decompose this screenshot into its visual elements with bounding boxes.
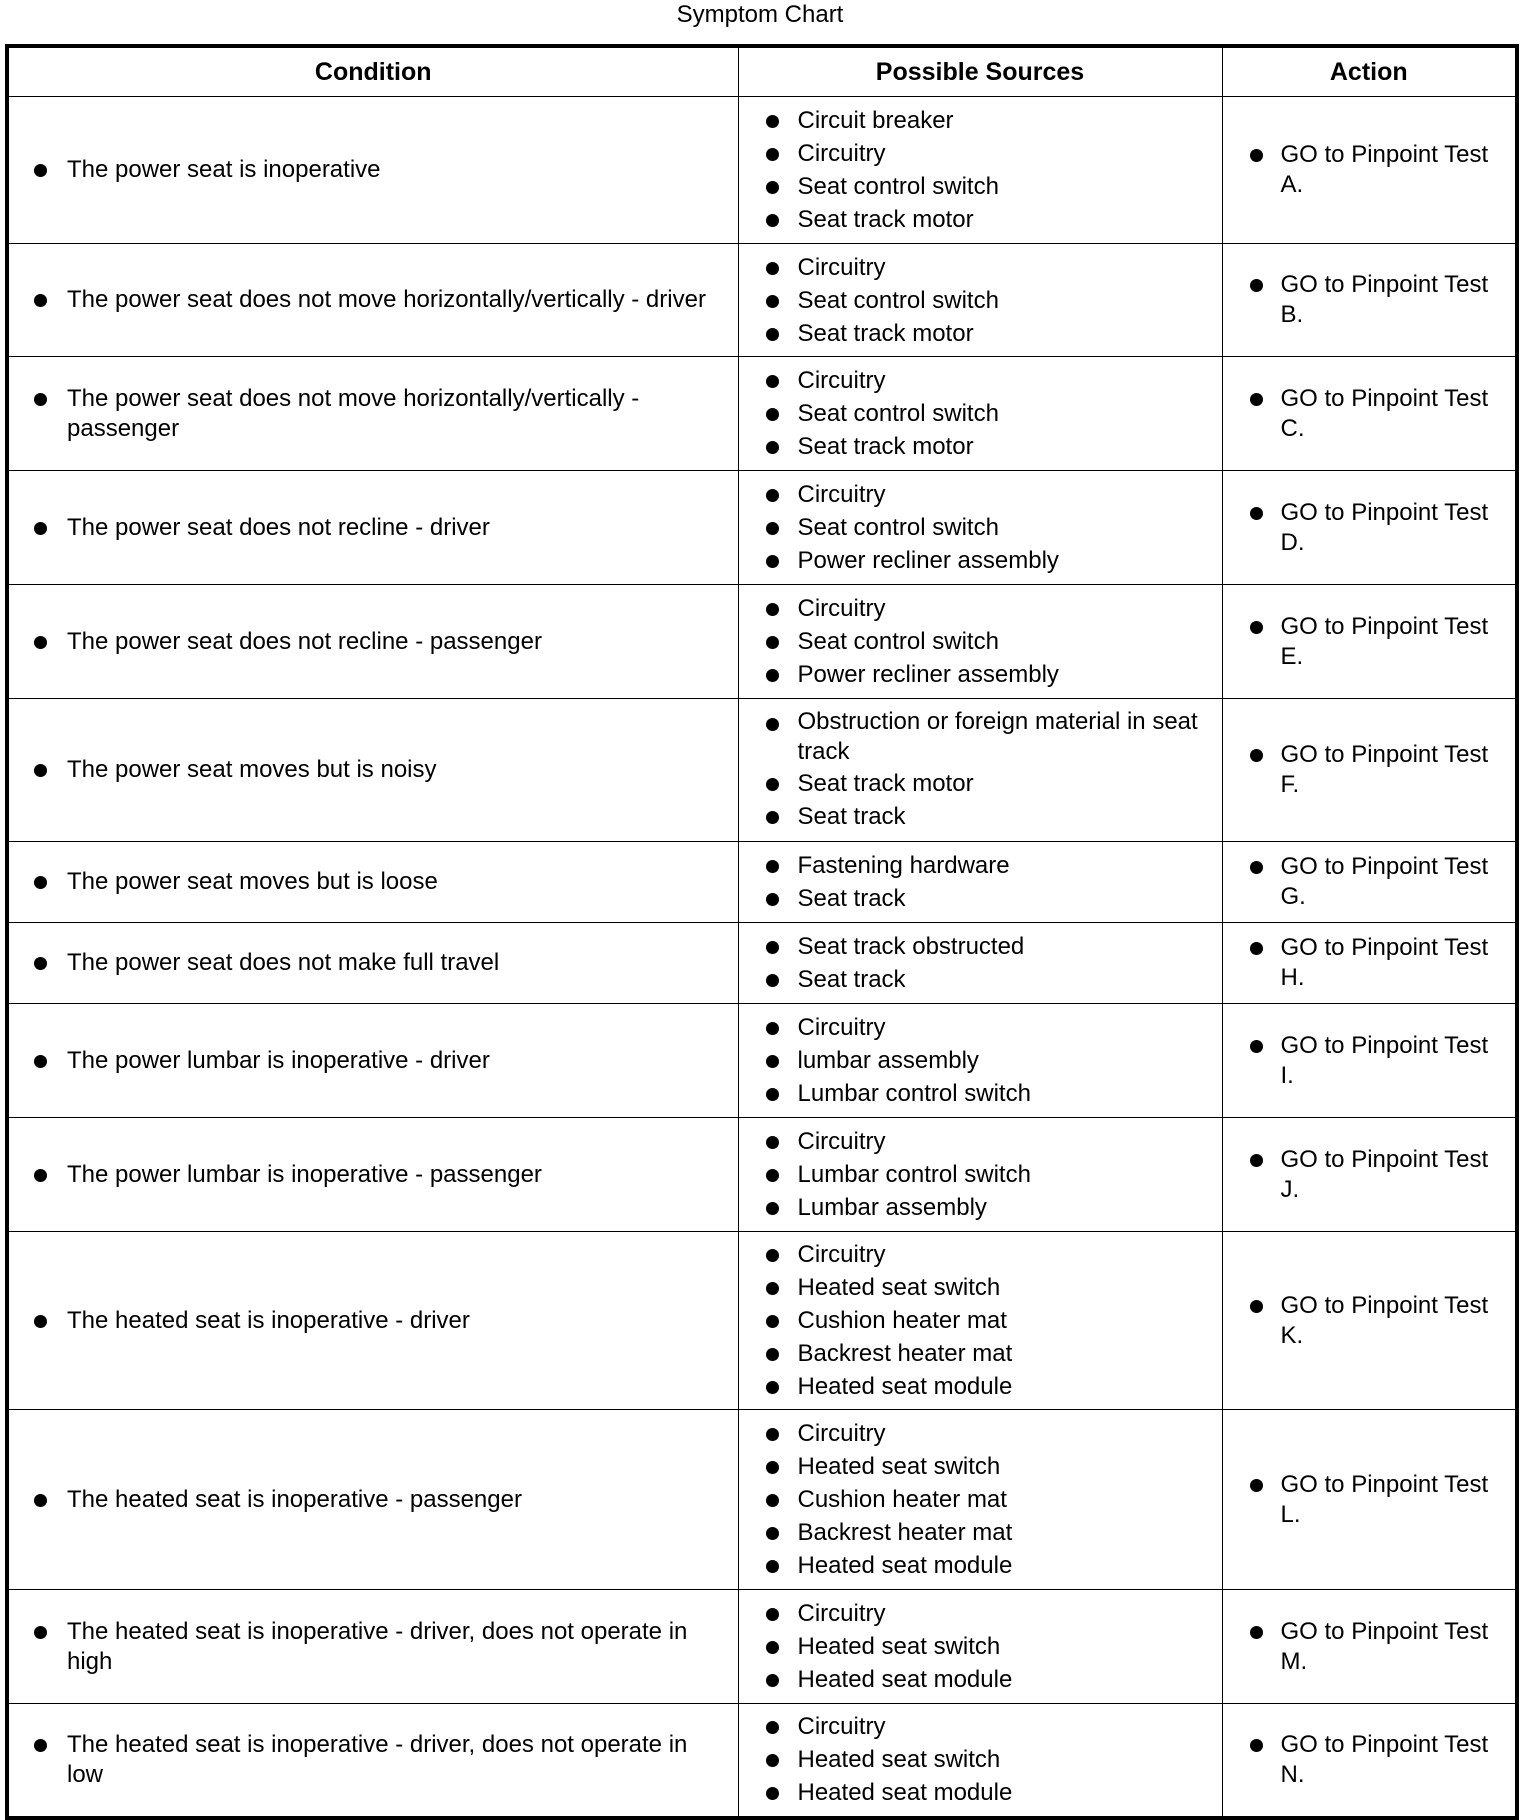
list-item <box>739 1125 1222 1158</box>
list-item <box>9 1617 738 1677</box>
list-item <box>739 963 1222 996</box>
list-item <box>739 397 1222 430</box>
list-item <box>739 1417 1222 1450</box>
sources-cell <box>738 471 1222 585</box>
list-item <box>1223 384 1516 444</box>
bullet-icon <box>34 393 47 406</box>
condition-cell <box>7 1704 738 1818</box>
item-text: GO to Pinpoint Test B. <box>1280 271 1489 328</box>
sources-cell <box>738 923 1222 1004</box>
bullet-icon <box>1250 1040 1263 1053</box>
bullet-icon <box>766 811 779 824</box>
bullet-icon <box>766 1169 779 1182</box>
bullet-icon <box>766 860 779 873</box>
item-text: Seat control switch <box>797 173 999 200</box>
list-item <box>1223 1730 1516 1790</box>
item-text: Seat track motor <box>797 206 974 233</box>
item-text: Circuitry <box>797 1014 886 1041</box>
bullet-icon <box>766 1494 779 1507</box>
list-item <box>739 1516 1222 1549</box>
list-item <box>739 1011 1222 1044</box>
condition-cell <box>7 1410 738 1590</box>
item-text: The power seat moves but is loose <box>67 868 438 895</box>
list-item <box>9 1730 738 1790</box>
header-condition: Condition <box>7 46 738 97</box>
bullet-icon <box>766 1055 779 1068</box>
list-item <box>739 284 1222 317</box>
item-text: GO to Pinpoint Test J. <box>1280 1145 1489 1203</box>
item-text: Lumbar control switch <box>797 1080 1031 1107</box>
bullet-icon <box>766 893 779 906</box>
list-item <box>1223 1145 1516 1205</box>
item-text: The heated seat is inoperative - driver, does not operate in high <box>67 1617 688 1675</box>
condition-cell <box>7 471 738 585</box>
action-cell <box>1222 1232 1517 1410</box>
item-text: GO to Pinpoint Test H. <box>1280 934 1489 991</box>
list-item <box>1223 1031 1516 1091</box>
bullet-icon <box>766 148 779 161</box>
table-row <box>7 97 1517 244</box>
item-text: Lumbar control switch <box>797 1161 1031 1188</box>
item-text: Circuitry <box>797 253 886 281</box>
item-text: Backrest heater mat <box>797 1519 1013 1546</box>
bullet-icon <box>766 408 779 421</box>
bullet-icon <box>766 1527 779 1540</box>
item-text: GO to Pinpoint Test F. <box>1280 741 1489 798</box>
table-row <box>7 1232 1517 1410</box>
item-text: GO to Pinpoint Test N. <box>1280 1730 1489 1788</box>
list-item <box>739 203 1222 236</box>
condition-cell <box>7 244 738 357</box>
bullet-icon <box>766 1608 779 1621</box>
bullet-icon <box>1250 279 1263 292</box>
item-text: The power seat moves but is noisy <box>67 756 437 783</box>
table-row <box>7 1590 1517 1704</box>
list-item <box>9 755 738 785</box>
list-item <box>739 1077 1222 1110</box>
item-text: Fastening hardware <box>797 852 1010 879</box>
item-text: The power seat does not move horizontally/vertically - passenger <box>67 384 640 442</box>
list-item <box>739 767 1222 800</box>
bullet-icon <box>766 1282 779 1295</box>
list-item <box>739 137 1222 170</box>
bullet-icon <box>766 489 779 502</box>
item-text: Seat track <box>797 803 906 830</box>
list-item <box>9 1485 738 1515</box>
list-item <box>739 1044 1222 1077</box>
list-item <box>739 1663 1222 1696</box>
condition-cell <box>7 1004 738 1118</box>
bullet-icon <box>34 1169 47 1182</box>
list-item <box>9 1160 738 1190</box>
list-item <box>1223 740 1516 800</box>
item-text: Seat control switch <box>797 514 999 541</box>
bullet-icon <box>1250 861 1263 874</box>
table-row <box>7 923 1517 1004</box>
item-text: Heated seat module <box>797 1373 1013 1400</box>
bullet-icon <box>34 522 47 535</box>
sources-cell <box>738 1118 1222 1232</box>
bullet-icon <box>766 1560 779 1573</box>
action-cell <box>1222 1704 1517 1818</box>
condition-cell <box>7 1232 738 1410</box>
list-item <box>739 1743 1222 1776</box>
list-item <box>9 285 738 315</box>
action-cell <box>1222 1004 1517 1118</box>
table-row <box>7 1118 1517 1232</box>
list-item <box>739 658 1222 691</box>
sources-cell <box>738 699 1222 842</box>
item-text: GO to Pinpoint Test C. <box>1280 384 1489 442</box>
list-item <box>739 707 1222 767</box>
list-item <box>739 364 1222 397</box>
bullet-icon <box>766 1721 779 1734</box>
item-text: GO to Pinpoint Test G. <box>1280 853 1489 910</box>
list-item <box>739 800 1222 833</box>
item-text: The power lumbar is inoperative - passenger <box>67 1160 542 1188</box>
item-text: Seat control switch <box>797 286 999 314</box>
list-item <box>1223 270 1516 330</box>
bullet-icon <box>1250 1300 1263 1313</box>
list-item <box>739 1304 1222 1337</box>
bullet-icon <box>766 603 779 616</box>
list-item <box>739 104 1222 137</box>
list-item <box>739 1549 1222 1582</box>
bullet-icon <box>1250 1154 1263 1167</box>
item-text: Cushion heater mat <box>797 1486 1007 1513</box>
bullet-icon <box>766 262 779 275</box>
bullet-icon <box>766 1202 779 1215</box>
action-cell <box>1222 1590 1517 1704</box>
bullet-icon <box>766 941 779 954</box>
item-text: The power seat does not move horizontally/vertically - driver <box>67 286 706 313</box>
item-text: Seat track obstructed <box>797 933 1025 960</box>
action-cell <box>1222 357 1517 471</box>
item-text: Heated seat switch <box>797 1274 1001 1301</box>
item-text: Circuitry <box>797 1128 886 1155</box>
table-row <box>7 244 1517 357</box>
item-text: Circuitry <box>797 595 886 622</box>
bullet-icon <box>766 1381 779 1394</box>
sources-cell <box>738 1704 1222 1818</box>
bullet-icon <box>34 1494 47 1507</box>
bullet-icon <box>766 555 779 568</box>
action-cell <box>1222 585 1517 699</box>
list-item <box>739 1158 1222 1191</box>
list-item <box>9 155 738 185</box>
item-text: Heated seat module <box>797 1666 1013 1693</box>
item-text: Seat track <box>797 966 906 993</box>
item-text: Circuitry <box>797 140 886 167</box>
bullet-icon <box>34 764 47 777</box>
bullet-icon <box>34 636 47 649</box>
bullet-icon <box>766 718 779 731</box>
bullet-icon <box>1250 1739 1263 1752</box>
list-item <box>739 1776 1222 1809</box>
item-text: Circuitry <box>797 1600 886 1627</box>
list-item <box>739 1597 1222 1630</box>
bullet-icon <box>766 522 779 535</box>
bullet-icon <box>766 669 779 682</box>
list-item <box>9 948 738 978</box>
item-text: GO to Pinpoint Test E. <box>1280 612 1489 670</box>
header-possible-sources: Possible Sources <box>738 46 1222 97</box>
item-text: The power seat is inoperative <box>67 156 381 183</box>
condition-cell <box>7 842 738 923</box>
bullet-icon <box>766 115 779 128</box>
bullet-icon <box>34 1739 47 1752</box>
table-body <box>7 97 1517 1818</box>
condition-cell <box>7 923 738 1004</box>
list-item <box>739 430 1222 463</box>
bullet-icon <box>34 1315 47 1328</box>
action-cell <box>1222 923 1517 1004</box>
list-item <box>739 1710 1222 1743</box>
bullet-icon <box>766 1641 779 1654</box>
item-text: Circuitry <box>797 367 886 394</box>
item-text: Obstruction or foreign material in seat track <box>797 708 1198 765</box>
bullet-icon <box>1250 149 1263 162</box>
list-item <box>739 544 1222 577</box>
list-item <box>739 849 1222 882</box>
item-text: Power recliner assembly <box>797 547 1059 574</box>
symptom-table <box>5 44 1519 1820</box>
item-text: Backrest heater mat <box>797 1340 1013 1367</box>
bullet-icon <box>1250 749 1263 762</box>
list-item <box>1223 498 1516 558</box>
action-cell <box>1222 1118 1517 1232</box>
sources-cell <box>738 1590 1222 1704</box>
item-text: Seat track motor <box>797 770 974 797</box>
sources-cell <box>738 842 1222 923</box>
table-row <box>7 699 1517 842</box>
list-item <box>9 513 738 543</box>
list-item <box>1223 140 1516 200</box>
bullet-icon <box>34 957 47 970</box>
list-item <box>739 882 1222 915</box>
item-text: The power lumbar is inoperative - driver <box>67 1046 490 1074</box>
bullet-icon <box>766 328 779 341</box>
list-item <box>739 1271 1222 1304</box>
list-item <box>1223 1291 1516 1351</box>
item-text: The power seat does not recline - driver <box>67 513 490 541</box>
item-text: Circuitry <box>797 1713 886 1741</box>
bullet-icon <box>1250 1479 1263 1492</box>
bullet-icon <box>34 1055 47 1068</box>
item-text: Circuit breaker <box>797 107 954 134</box>
bullet-icon <box>34 876 47 889</box>
bullet-icon <box>766 1754 779 1767</box>
item-text: Heated seat module <box>797 1779 1013 1807</box>
table-header-row <box>7 46 1517 97</box>
item-text: The power seat does not recline - passenger <box>67 627 542 655</box>
bullet-icon <box>1250 393 1263 406</box>
item-text: The heated seat is inoperative - driver, does not operate in low <box>67 1730 688 1788</box>
list-item <box>1223 852 1516 912</box>
list-item <box>9 1306 738 1336</box>
bullet-icon <box>34 1626 47 1639</box>
list-item <box>739 1450 1222 1483</box>
bullet-icon <box>1250 507 1263 520</box>
bullet-icon <box>766 295 779 308</box>
list-item <box>739 1238 1222 1271</box>
list-item <box>739 511 1222 544</box>
action-cell <box>1222 1410 1517 1590</box>
bullet-icon <box>1250 621 1263 634</box>
item-text: Lumbar assembly <box>797 1194 987 1221</box>
item-text: GO to Pinpoint Test I. <box>1280 1031 1489 1089</box>
bullet-icon <box>34 164 47 177</box>
action-cell <box>1222 244 1517 357</box>
item-text: Seat track <box>797 885 906 912</box>
bullet-icon <box>1250 942 1263 955</box>
item-text: Heated seat switch <box>797 1453 1001 1480</box>
condition-cell <box>7 357 738 471</box>
table-row <box>7 1704 1517 1818</box>
list-item <box>739 1630 1222 1663</box>
item-text: The power seat does not make full travel <box>67 949 500 976</box>
bullet-icon <box>766 778 779 791</box>
bullet-icon <box>766 636 779 649</box>
bullet-icon <box>766 181 779 194</box>
table-row <box>7 1410 1517 1590</box>
sources-cell <box>738 1004 1222 1118</box>
table-row <box>7 1004 1517 1118</box>
list-item <box>739 1370 1222 1403</box>
list-item <box>739 170 1222 203</box>
bullet-icon <box>766 1249 779 1262</box>
item-text: GO to Pinpoint Test L. <box>1280 1470 1489 1528</box>
sources-cell <box>738 585 1222 699</box>
bullet-icon <box>766 1461 779 1474</box>
item-text: Circuitry <box>797 1241 886 1268</box>
item-text: Heated seat switch <box>797 1633 1001 1660</box>
bullet-icon <box>766 1315 779 1328</box>
list-item <box>1223 1617 1516 1677</box>
sources-cell <box>738 357 1222 471</box>
table-row <box>7 585 1517 699</box>
item-text: GO to Pinpoint Test D. <box>1280 498 1489 556</box>
condition-cell <box>7 97 738 244</box>
item-text: GO to Pinpoint Test M. <box>1280 1617 1489 1675</box>
bullet-icon <box>766 1022 779 1035</box>
bullet-icon <box>766 974 779 987</box>
item-text: Power recliner assembly <box>797 661 1059 688</box>
item-text: Circuitry <box>797 481 886 508</box>
bullet-icon <box>766 1674 779 1687</box>
header-action: Action <box>1222 46 1517 97</box>
item-text: Circuitry <box>797 1420 886 1447</box>
condition-cell <box>7 1118 738 1232</box>
bullet-icon <box>766 375 779 388</box>
bullet-icon <box>766 1787 779 1800</box>
item-text: Seat track motor <box>797 433 974 460</box>
list-item <box>739 251 1222 284</box>
action-cell <box>1222 97 1517 244</box>
list-item <box>9 384 738 444</box>
list-item <box>9 627 738 657</box>
table-row <box>7 357 1517 471</box>
item-text: Cushion heater mat <box>797 1307 1007 1334</box>
item-text: GO to Pinpoint Test A. <box>1280 141 1489 198</box>
list-item <box>739 478 1222 511</box>
bullet-icon <box>1250 1626 1263 1639</box>
bullet-icon <box>766 1348 779 1361</box>
item-text: lumbar assembly <box>797 1047 979 1074</box>
table-row <box>7 842 1517 923</box>
condition-cell <box>7 585 738 699</box>
sources-cell <box>738 244 1222 357</box>
list-item <box>1223 1470 1516 1530</box>
list-item <box>1223 933 1516 993</box>
bullet-icon <box>766 1136 779 1149</box>
list-item <box>739 1483 1222 1516</box>
bullet-icon <box>34 294 47 307</box>
action-cell <box>1222 842 1517 923</box>
item-text: The heated seat is inoperative - passenger <box>67 1485 522 1513</box>
item-text: Seat control switch <box>797 400 999 427</box>
item-text: Heated seat switch <box>797 1746 1001 1774</box>
item-text: GO to Pinpoint Test K. <box>1280 1291 1489 1349</box>
item-text: Seat track motor <box>797 319 974 347</box>
list-item <box>739 592 1222 625</box>
list-item <box>1223 612 1516 672</box>
sources-cell <box>738 1232 1222 1410</box>
list-item <box>739 930 1222 963</box>
list-item <box>739 625 1222 658</box>
sources-cell <box>738 97 1222 244</box>
action-cell <box>1222 699 1517 842</box>
table-row <box>7 471 1517 585</box>
list-item <box>739 317 1222 350</box>
bullet-icon <box>766 1428 779 1441</box>
item-text: The heated seat is inoperative - driver <box>67 1306 470 1334</box>
list-item <box>739 1337 1222 1370</box>
bullet-icon <box>766 214 779 227</box>
item-text: Seat control switch <box>797 628 999 655</box>
action-cell <box>1222 471 1517 585</box>
bullet-icon <box>766 441 779 454</box>
list-item <box>9 1046 738 1076</box>
item-text: Heated seat module <box>797 1552 1013 1579</box>
list-item <box>739 1191 1222 1224</box>
condition-cell <box>7 1590 738 1704</box>
bullet-icon <box>766 1088 779 1101</box>
condition-cell <box>7 699 738 842</box>
list-item <box>9 867 738 897</box>
sources-cell <box>738 1410 1222 1590</box>
page-title: Symptom Chart <box>676 1 844 28</box>
